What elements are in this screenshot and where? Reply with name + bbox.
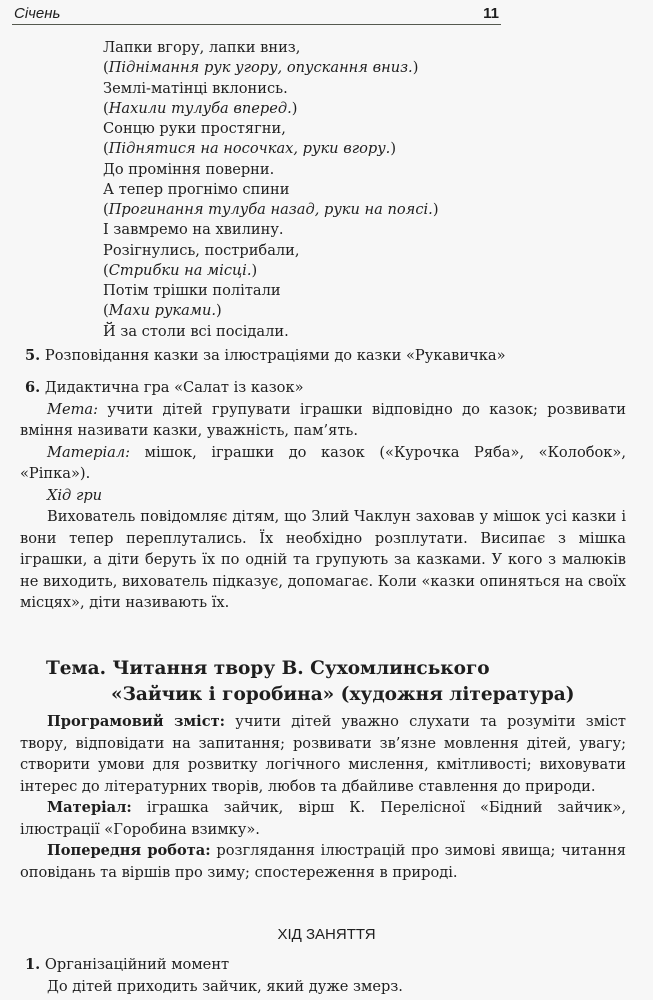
item-6: [20, 377, 626, 614]
poem-stage-direction: (Піднятися на носочках, руки вгору.): [103, 140, 397, 158]
topic-line-2: «Зайчик і горобина» (художня література): [111, 684, 575, 705]
game-material: Матеріал: мішок, іграшки до казок («Курочка Ряба», «Колобок», «Ріпка»).: [20, 443, 626, 482]
poem-stage-direction: (Стрибки на місці.): [103, 261, 258, 279]
poem-stage-direction: (Піднімання рук угору, опускання вниз.): [103, 59, 419, 77]
running-title: Січень: [14, 5, 61, 22]
poem-line: Потім трішки політали: [103, 282, 281, 299]
step-number: 1.: [25, 956, 41, 973]
poem-line: Й за столи всі посідали.: [103, 322, 289, 340]
poem-line: І завмремо на хвилину.: [103, 221, 284, 239]
exercise-poem: [103, 38, 439, 342]
poem-line: Розігнулись, пострибали,: [103, 241, 300, 259]
poem-stage-direction: (Прогинання тулуба назад, руки на поясі.): [103, 201, 439, 218]
game-progress-heading: Хід гри: [47, 486, 103, 504]
lesson-details: [20, 711, 626, 883]
course-heading: ХІД ЗАНЯТТЯ: [277, 926, 376, 943]
page-header: [12, 2, 501, 25]
step-body: До дітей приходить зайчик, який дуже змерз.: [47, 977, 403, 995]
topic-line-1: Тема. Читання твору В. Сухомлинського: [46, 658, 490, 679]
poem-stage-direction: (Махи руками.): [103, 302, 222, 320]
game-progress-text: Вихователь повідомляє дітям, що Злий Чаклун заховав у мішок усі казки і вони тепер переплутались. Їх необхідно розплутати. Висипає з мішка іграшки, а діти беруть їх по одній та групують за казками. У кого з малюків не виходить, вихователь підказує, допомагає. Коли «казки опиняться на своїх місцях», діти називають їх.: [20, 508, 627, 611]
program-content: Програмовий зміст: учити дітей уважно слухати та розуміти зміст твору, відповідати на запитання; розвивати зв’язне мовлення дітей, увагу; створити умови для розвитку логічного мислення, кмітливості; виховувати інтерес до літературних творів, любов та дбайливе ставлення до природи.: [20, 713, 627, 795]
poem-line: Лапки вгору, лапки вниз,: [103, 39, 301, 56]
item-text: Розповідання казки за ілюстраціями до казки «Рукавичка»: [44, 347, 506, 364]
item-text: Дидактична гра «Салат із казок»: [44, 379, 304, 396]
page-number: 11: [483, 5, 499, 22]
lesson-material: Матеріал: іграшка зайчик, вірш К. Перелісної «Бідний зайчик», ілюстрації «Горобина взимку».: [20, 799, 626, 838]
game-goal: Мета: учити дітей групувати іграшки відповідно до казок; розвивати вміння називати казки, уважність, пам’ять.: [20, 400, 626, 439]
item-number: 5.: [25, 347, 41, 364]
item-5: [20, 345, 626, 367]
poem-line: Сонцю руки простягни,: [103, 120, 286, 137]
lesson-topic: [46, 656, 575, 708]
step-title: Організаційний момент: [44, 956, 230, 973]
poem-line: А тепер прогнімо спини: [103, 180, 290, 198]
item-number: 6.: [25, 379, 41, 396]
poem-line: До проміння поверни.: [103, 160, 275, 178]
step-1: [20, 954, 626, 997]
poem-stage-direction: (Нахили тулуба вперед.): [103, 99, 298, 117]
prework: Попередня робота: розглядання ілюстрацій про зимові явища; читання оповідань та віршів про зиму; спостереження в природі.: [20, 842, 626, 881]
poem-line: Землі-матінці вклонись.: [103, 79, 288, 97]
